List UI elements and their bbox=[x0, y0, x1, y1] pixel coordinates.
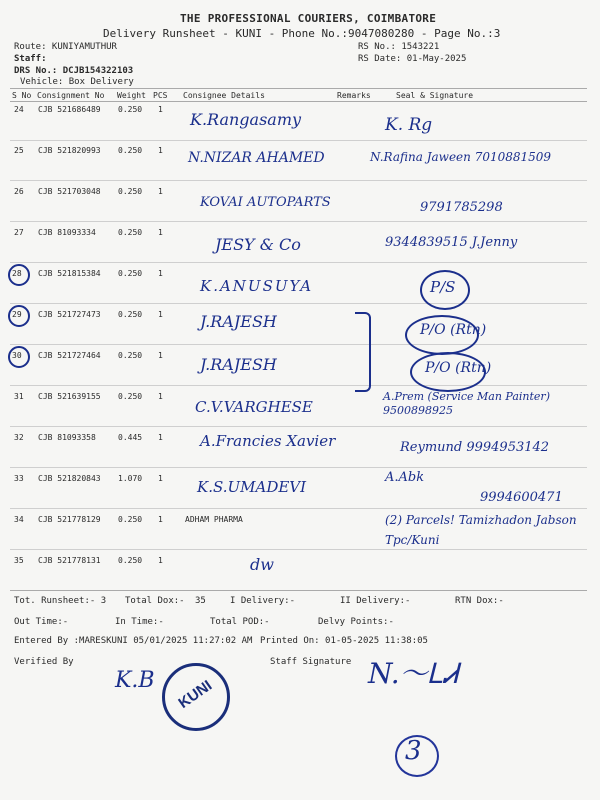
divider bbox=[10, 88, 587, 89]
divider bbox=[10, 262, 587, 263]
divider bbox=[10, 426, 587, 427]
delvy-points: Delvy Points:- bbox=[318, 617, 394, 627]
row-consignment: CJB 521686489 bbox=[38, 105, 101, 114]
divider bbox=[10, 180, 587, 181]
row-consignment: CJB 521778131 bbox=[38, 556, 101, 565]
row-pcs: 1 bbox=[158, 187, 163, 196]
staff: Staff: bbox=[14, 54, 47, 64]
row-consignee-handwritten: dw bbox=[250, 555, 274, 574]
col-weight: Weight bbox=[117, 91, 146, 100]
signature-scribble: A.Abk bbox=[385, 470, 425, 485]
row-pcs: 1 bbox=[158, 474, 163, 483]
row-consignee-handwritten: JESY & Co bbox=[215, 235, 301, 254]
row-sno: 27 bbox=[14, 228, 24, 237]
in-time: In Time:- bbox=[115, 617, 164, 627]
row-consignee-handwritten: C.V.VARGHESE bbox=[195, 398, 313, 416]
divider bbox=[10, 467, 587, 468]
tot-runsheet: Tot. Runsheet:- 3 bbox=[14, 596, 107, 606]
entered-by: Entered By :MARESKUNI 05/01/2025 11:27:02 AM bbox=[14, 636, 253, 646]
row-consignment: CJB 521703048 bbox=[38, 187, 101, 196]
handwritten-page-number: 3 bbox=[405, 736, 422, 766]
row-consignee-handwritten: KOVAI AUTOPARTS bbox=[200, 195, 331, 210]
row-seal: (2) Parcels! Tamizhadon Jabson Tpc/Kuni bbox=[385, 513, 577, 547]
row-sno: 25 bbox=[14, 146, 24, 155]
row-seal: N.Rafina Jaween 7010881509 bbox=[370, 150, 552, 164]
row-seal: 9344839515 J.Jenny bbox=[385, 235, 518, 250]
row-pcs: 1 bbox=[158, 228, 163, 237]
out-time: Out Time:- bbox=[14, 617, 69, 627]
col-seal-signature: Seal & Signature bbox=[396, 91, 474, 100]
row-consignee-handwritten: K.ANUSUYA bbox=[200, 277, 314, 295]
divider bbox=[10, 590, 587, 591]
divider bbox=[10, 385, 587, 386]
row-consignee-handwritten: A.Francies Xavier bbox=[200, 432, 336, 450]
row-sno: 28 bbox=[12, 269, 22, 278]
row-pcs: 1 bbox=[158, 433, 163, 442]
row-weight: 0.250 bbox=[118, 105, 143, 114]
total-pod: Total POD:- bbox=[210, 617, 270, 627]
row-pcs: 1 bbox=[158, 351, 163, 360]
row-consignee-handwritten: K.Rangasamy bbox=[190, 110, 302, 129]
i-delivery: I Delivery:- bbox=[230, 596, 296, 606]
row-sno: 31 bbox=[14, 392, 24, 401]
route: Route: KUNIYAMUTHUR bbox=[14, 42, 117, 52]
row-consignment: CJB 521727464 bbox=[38, 351, 101, 360]
rtn-dox: RTN Dox:- bbox=[455, 596, 504, 606]
row-consignment: CJB 81093334 bbox=[38, 228, 96, 237]
rs-number: RS No.: 1543221 bbox=[358, 42, 440, 52]
company-title: THE PROFESSIONAL COURIERS, COIMBATORE bbox=[180, 12, 437, 25]
row-weight: 0.250 bbox=[118, 351, 143, 360]
row-consignment: CJB 521727473 bbox=[38, 310, 101, 319]
row-consignment: CJB 521820843 bbox=[38, 474, 101, 483]
divider bbox=[10, 303, 587, 304]
kuni-stamp bbox=[162, 663, 230, 731]
row-weight: 0.250 bbox=[118, 146, 143, 155]
row-weight: 0.445 bbox=[118, 433, 143, 442]
row-consignment: CJB 81093358 bbox=[38, 433, 96, 442]
row-weight: 1.070 bbox=[118, 474, 143, 483]
row-seal: Reymund 9994953142 bbox=[400, 440, 550, 455]
bracket-mark bbox=[355, 312, 371, 392]
row-pcs: 1 bbox=[158, 556, 163, 565]
row-seal: P/O (Rtn) bbox=[425, 360, 492, 376]
printed-on: Printed On: 01-05-2025 11:38:05 bbox=[260, 636, 428, 646]
row-sno: 34 bbox=[14, 515, 24, 524]
divider bbox=[10, 101, 587, 102]
row-sno: 24 bbox=[14, 105, 24, 114]
row-seal: P/O (Rtn) bbox=[420, 322, 487, 338]
row-weight: 0.250 bbox=[118, 187, 143, 196]
row-pcs: 1 bbox=[158, 146, 163, 155]
row-sno: 30 bbox=[12, 351, 22, 360]
row-sno: 29 bbox=[12, 310, 22, 319]
vehicle: Vehicle: Box Delivery bbox=[20, 77, 134, 87]
col-consignee: Consignee Details bbox=[183, 91, 265, 100]
row-sno: 32 bbox=[14, 433, 24, 442]
col-consignment: Consignment No bbox=[37, 91, 105, 100]
row-consignment: CJB 521820993 bbox=[38, 146, 101, 155]
staff-signature-label: Staff Signature bbox=[270, 657, 352, 667]
row-consignee-handwritten: J.RAJESH bbox=[200, 312, 277, 331]
drs-number: DRS No.: DCJB154322103 bbox=[14, 66, 134, 76]
col-pcs: PCS bbox=[153, 91, 168, 100]
row-weight: 0.250 bbox=[118, 392, 143, 401]
staff-signature: N.〜ᏞᏗ bbox=[368, 657, 459, 690]
row-pcs: 1 bbox=[158, 105, 163, 114]
stamp-text: KUNI bbox=[175, 677, 216, 712]
row-pcs: 1 bbox=[158, 310, 163, 319]
row-seal: P/S bbox=[430, 278, 456, 296]
row-pcs: 1 bbox=[158, 392, 163, 401]
ii-delivery: II Delivery:- bbox=[340, 596, 411, 606]
col-sno: S No bbox=[12, 91, 32, 100]
row-consignment: CJB 521815384 bbox=[38, 269, 101, 278]
row-sno: 33 bbox=[14, 474, 24, 483]
row-seal: 9994600471 bbox=[480, 490, 563, 505]
divider bbox=[10, 344, 587, 345]
total-dox-label: Total Dox:- bbox=[125, 596, 185, 606]
divider bbox=[10, 140, 587, 141]
total-dox-value: 35 bbox=[195, 596, 206, 606]
divider bbox=[10, 221, 587, 222]
row-seal: A.Prem (Service Man Painter) 9500898925 bbox=[383, 390, 550, 417]
col-remarks: Remarks bbox=[337, 91, 371, 100]
row-weight: 0.250 bbox=[118, 269, 143, 278]
row-weight: 0.250 bbox=[118, 310, 143, 319]
row-consignment: CJB 521778129 bbox=[38, 515, 101, 524]
row-weight: 0.250 bbox=[118, 228, 143, 237]
runsheet-subtitle: Delivery Runsheet - KUNI - Phone No.:9047080280 - Page No.:3 bbox=[103, 27, 501, 40]
row-weight: 0.250 bbox=[118, 515, 143, 524]
row-seal: K. Rg bbox=[385, 115, 433, 135]
row-consignee-handwritten: J.RAJESH bbox=[200, 355, 277, 374]
verifier-signature: K.B bbox=[115, 668, 155, 693]
divider bbox=[10, 508, 587, 509]
row-weight: 0.250 bbox=[118, 556, 143, 565]
row-sno: 26 bbox=[14, 187, 24, 196]
row-consignee-handwritten: N.NIZAR AHAMED bbox=[188, 150, 325, 166]
row-sno: 35 bbox=[14, 556, 24, 565]
row-consignment: CJB 521639155 bbox=[38, 392, 101, 401]
row-pcs: 1 bbox=[158, 515, 163, 524]
row-pcs: 1 bbox=[158, 269, 163, 278]
row-consignee-handwritten: K.S.UMADEVI bbox=[197, 478, 307, 496]
rs-date: RS Date: 01-May-2025 bbox=[358, 54, 467, 64]
row-consignee: ADHAM PHARMA bbox=[185, 515, 243, 524]
verified-by: Verified By bbox=[14, 657, 74, 667]
row-seal: 9791785298 bbox=[420, 200, 503, 215]
